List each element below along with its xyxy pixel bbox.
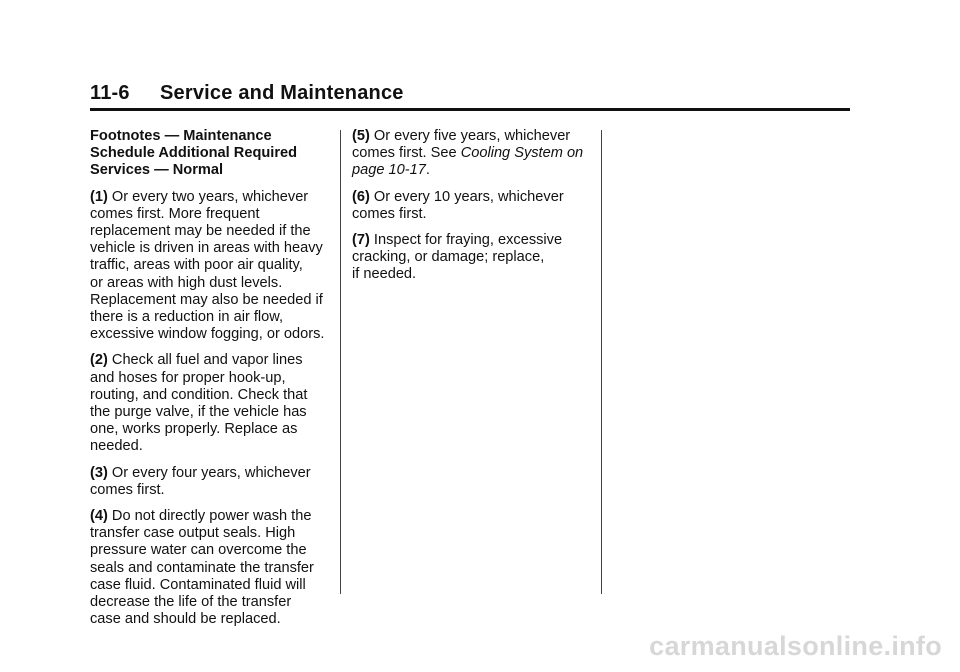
footnote-3 (90, 465, 336, 499)
footnote-4 (90, 508, 336, 628)
note-line: decrease the life of the transfer (90, 594, 292, 611)
note-line: the purge valve, if the vehicle has (90, 404, 307, 421)
note-text: Inspect for fraying, excessive (369, 232, 563, 249)
middle-column (352, 128, 592, 293)
footnote-label: (4) (90, 508, 108, 525)
note-line: one, works properly. Replace as (90, 421, 298, 438)
cross-reference-page[interactable]: page 10-17 (352, 162, 426, 179)
footnote-1 (90, 189, 336, 344)
page-header (90, 80, 850, 111)
note-line: case fluid. Contaminated fluid will (90, 576, 306, 593)
note-text: Or every four years, whichever (107, 464, 311, 481)
note-line (352, 189, 592, 206)
note-line (352, 232, 592, 249)
footnote-7 (352, 232, 592, 284)
note-line: or areas with high dust levels. (90, 274, 283, 291)
note-line (90, 508, 336, 525)
note-line: there is a reduction in air flow, (90, 309, 284, 326)
note-line (352, 145, 592, 162)
note-line: seals and contaminate the transfer (90, 559, 314, 576)
footnotes-heading (90, 128, 336, 180)
footnote-label: (3) (90, 464, 108, 481)
note-line (352, 162, 592, 179)
note-text: Or every two years, whichever (107, 188, 309, 205)
note-line: routing, and condition. Check that (90, 386, 308, 403)
note-line (90, 352, 336, 369)
page-number: 11-6 (90, 82, 130, 104)
note-line: pressure water can overcome the (90, 542, 307, 559)
footnote-label: (1) (90, 188, 108, 205)
footnote-label: (2) (90, 352, 108, 369)
column-divider-left (340, 130, 341, 594)
note-text: . (425, 162, 430, 179)
note-line: needed. (90, 438, 143, 455)
note-line: replacement may be needed if the (90, 223, 311, 240)
note-line (90, 465, 336, 482)
footnote-label: (7) (352, 232, 370, 249)
footnote-label: (6) (352, 188, 370, 205)
note-line: cracking, or damage; replace, (352, 249, 545, 266)
note-line: Replacement may also be needed if (90, 291, 323, 308)
note-text: Do not directly power wash the (107, 508, 312, 525)
note-text: Or every 10 years, whichever (369, 188, 564, 205)
note-line (90, 189, 336, 206)
note-line: comes first. (90, 481, 165, 498)
heading-line: Footnotes — Maintenance (90, 128, 272, 144)
section-title: Service and Maintenance (160, 82, 404, 104)
note-line: transfer case output seals. High (90, 525, 296, 542)
cross-reference-link[interactable]: Cooling System on (460, 145, 584, 162)
footnote-label: (5) (352, 128, 370, 144)
note-text: comes first. See (352, 145, 461, 162)
note-line (352, 128, 592, 145)
note-line: vehicle is driven in areas with heavy (90, 240, 323, 257)
footnote-5 (352, 128, 592, 180)
heading-line: Services — Normal (90, 162, 224, 179)
note-text: Or every five years, whichever (369, 128, 571, 144)
note-line: excessive window fogging, or odors. (90, 326, 325, 343)
note-line: traffic, areas with poor air quality, (90, 257, 303, 274)
note-line: if needed. (352, 266, 417, 283)
note-line: comes first. More frequent (90, 205, 260, 222)
footnote-6 (352, 189, 592, 223)
note-line: comes first. (352, 205, 427, 222)
left-column (90, 128, 336, 637)
heading-line: Schedule Additional Required (90, 145, 298, 162)
column-divider-right (601, 130, 602, 594)
note-line: case and should be replaced. (90, 611, 281, 628)
watermark: carmanualsonline.info (649, 631, 942, 661)
note-line: and hoses for proper hook-up, (90, 369, 286, 386)
note-text: Check all fuel and vapor lines (107, 352, 303, 369)
footnote-2 (90, 352, 336, 455)
